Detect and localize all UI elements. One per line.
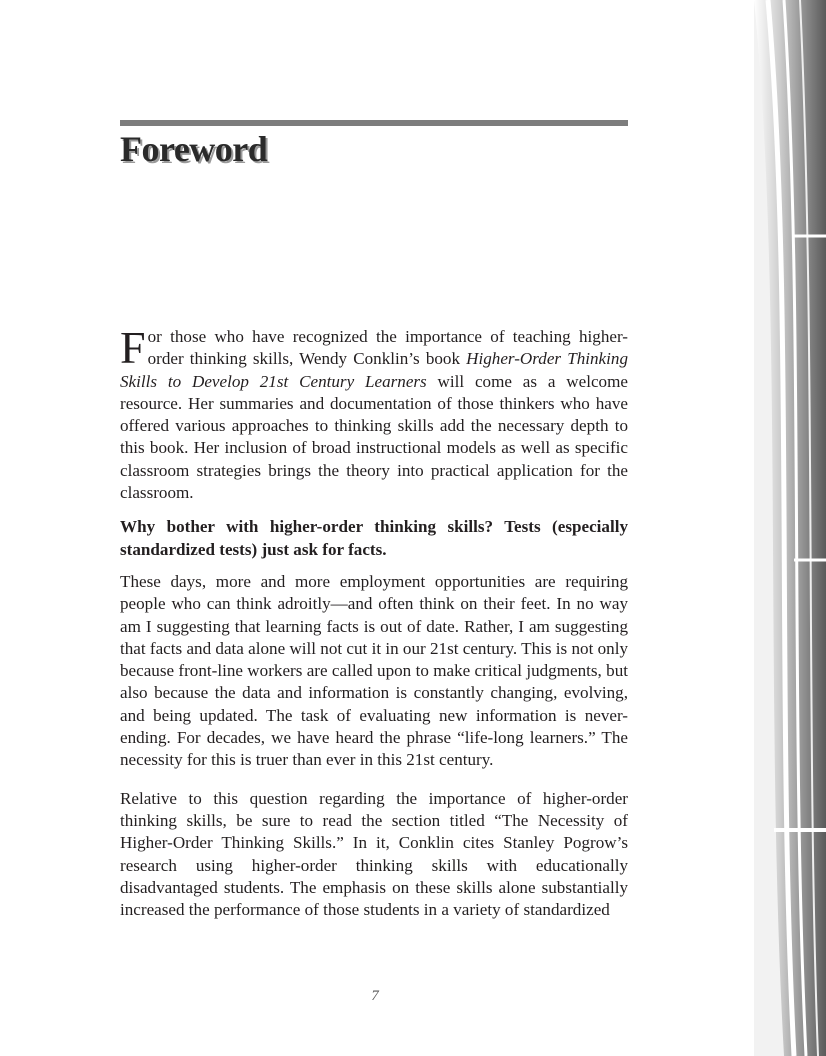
- drop-cap: F: [120, 322, 146, 373]
- page-number: 7: [371, 988, 379, 1004]
- title-rule: [120, 120, 628, 126]
- body-text: [120, 322, 628, 933]
- question-heading: Why bother with higher-order thinking skills? Tests (especially standardized tests) just ask for facts.: [120, 517, 628, 559]
- book-title: Higher-Order Thinking Skills to Develop 21st Century Learners: [120, 349, 628, 391]
- decorative-swoosh-border: [754, 0, 826, 1056]
- paragraph-intro: [120, 322, 628, 504]
- paragraph-intro-text-a: or those who have recognized the importance of teaching higher-order thinking skills, Wendy Conklin’s book: [147, 327, 628, 369]
- paragraph-relative: Relative to this question regarding the importance of higher-order thinking skills, be sure to read the section titled “The Necessity of Higher-Order Thinking Skills.” In it, Conklin cites Stanley Pogrow’s research using higher-order thinking skills with educationally disadvantaged students. The emphasis on these skills alone substantially increased the performance of those students in a variety of standardized: [120, 788, 628, 920]
- paragraph-employment: These days, more and more employment opportunities are requiring people who can think adroitly—and often think on their feet. In no way am I suggesting that learning facts is out of date. Rather, I am suggesting that facts and data alone will not cut it in our 21st century. This is not only because front-line workers are called upon to make critical judgments, but also because the data and information is constantly changing, evolving, and being updated. The task of evaluating new information is never-ending. For decades, we have heard the phrase “life-long learners.” The necessity for this is truer than ever in this 21st century.: [120, 571, 628, 770]
- paragraph-intro-text-b: will come as a welcome resource. Her summaries and documentation of those thinkers who have offered various approaches to thinking skills add the necessary depth to this book. Her inclusion of broad instructional models as well as specific classroom strategies brings the theory into practical application for the classroom.: [120, 371, 628, 503]
- page-title: Foreword: [120, 129, 268, 169]
